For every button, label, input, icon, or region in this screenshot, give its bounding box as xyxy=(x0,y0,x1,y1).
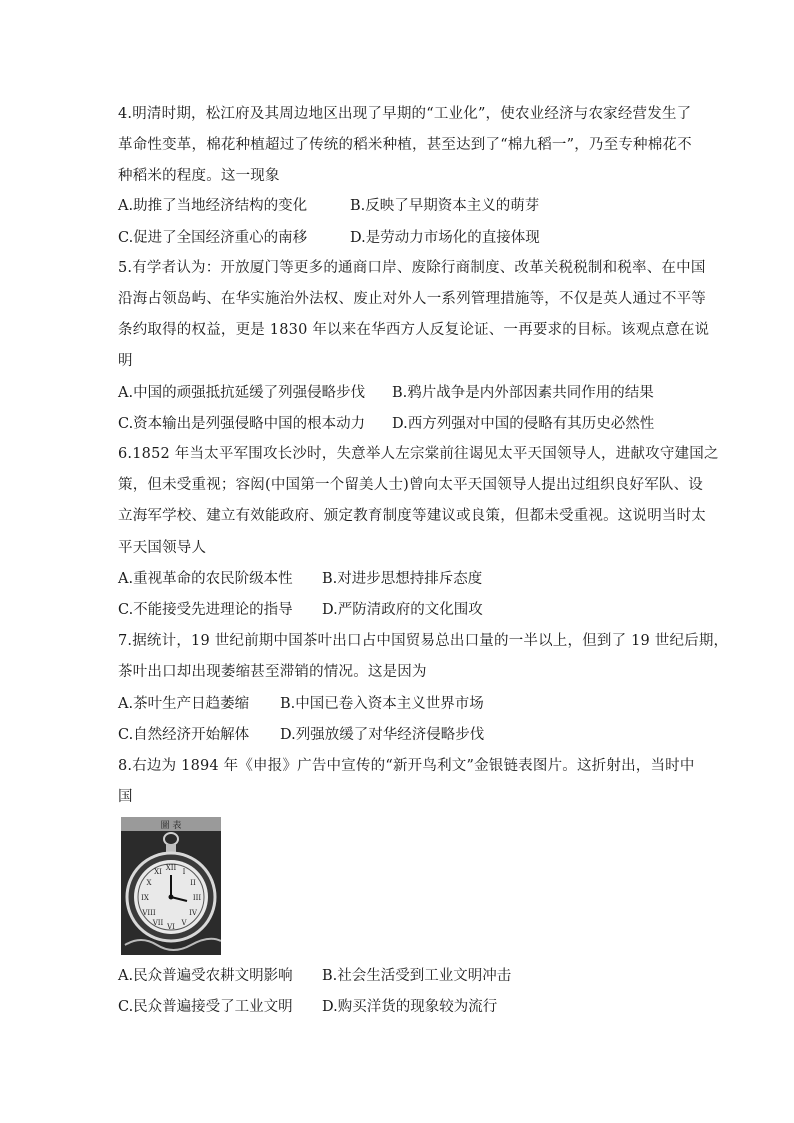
svg-text:XII: XII xyxy=(165,864,177,872)
q8-stem-line-1: 8.右边为 1894 年《申报》广告中宣传的“新开鸟利文”金银链表图片。这折射出，当时中 xyxy=(118,758,695,774)
svg-text:V: V xyxy=(181,919,187,927)
q4-option-a[interactable]: A.助推了当地经济结构的变化 xyxy=(118,198,308,214)
svg-text:XI: XI xyxy=(154,868,162,876)
q7-stem-line-1: 7.据统计，19 世纪前期中国茶叶出口占中国贸易总出口量的一半以上，但到了 19 世纪后期， xyxy=(118,633,729,649)
pocket-watch-advertisement-image xyxy=(121,817,221,955)
q4-stem-line-3: 种稻米的程度。这一现象 xyxy=(118,168,280,184)
q5-stem-line-1: 5.有学者认为：开放厦门等更多的通商口岸、废除行商制度、改革关税税制和税率、在中国 xyxy=(118,260,706,276)
q7-option-a[interactable]: A.茶叶生产日趋萎缩 xyxy=(118,696,250,712)
svg-text:IV: IV xyxy=(189,909,197,917)
q4-stem-line-1: 4.明清时期，松江府及其周边地区出现了早期的“工业化”，使农业经济与农家经营发生了 xyxy=(118,106,692,122)
q6-option-b[interactable]: B.对进步思想持排斥态度 xyxy=(322,571,483,587)
svg-text:I: I xyxy=(182,868,186,876)
q6-stem-line-2: 策，但未受重视；容闳(中国第一个留美人士)曾向太平天国领导人提出过组织良好军队、设 xyxy=(118,477,704,493)
q6-option-d[interactable]: D.严防清政府的文化围攻 xyxy=(322,602,483,618)
q7-option-b[interactable]: B.中国已卷入资本主义世界市场 xyxy=(280,696,484,712)
q5-option-c[interactable]: C.资本输出是列强侵略中国的根本动力 xyxy=(118,416,366,432)
svg-text:VII: VII xyxy=(152,919,164,927)
q8-stem-line-2: 国 xyxy=(118,789,133,805)
q4-option-b[interactable]: B.反映了早期资本主义的萌芽 xyxy=(350,198,540,214)
svg-text:III: III xyxy=(192,894,202,902)
q6-option-c[interactable]: C.不能接受先进理论的指导 xyxy=(118,602,293,618)
q5-option-d[interactable]: D.西方列强对中国的侵略有其历史必然性 xyxy=(392,416,655,432)
q6-option-a[interactable]: A.重视革命的农民阶级本性 xyxy=(118,571,293,587)
q6-stem-line-3: 立海军学校、建立有效能政府、颁定教育制度等建议或良策，但都未受重视。这说明当时太 xyxy=(118,508,706,524)
q8-option-d[interactable]: D.购买洋货的现象较为流行 xyxy=(322,999,498,1015)
q4-stem-line-2: 革命性变革，棉花种植超过了传统的稻米种植，甚至达到了“棉九稻一”，乃至专种棉花不 xyxy=(118,137,692,153)
q4-option-c[interactable]: C.促进了全国经济重心的南移 xyxy=(118,230,308,246)
pocket-watch-icon xyxy=(121,817,221,955)
q8-option-c[interactable]: C.民众普遍接受了工业文明 xyxy=(118,999,293,1015)
q6-stem-line-1: 6.1852 年当太平军围攻长沙时，失意举人左宗棠前往谒见太平天国领导人，进献攻守建国之 xyxy=(118,446,719,462)
q4-option-d[interactable]: D.是劳动力市场化的直接体现 xyxy=(350,230,540,246)
q8-option-a[interactable]: A.民众普遍受农耕文明影响 xyxy=(118,968,293,984)
svg-text:VIII: VIII xyxy=(142,909,156,917)
q7-stem-line-2: 茶叶出口却出现萎缩甚至滞销的情况。这是因为 xyxy=(118,664,427,680)
q5-stem-line-2: 沿海占领岛屿、在华实施治外法权、废止对外人一系列管理措施等，不仅是英人通过不平等 xyxy=(118,291,706,307)
q5-stem-line-4: 明 xyxy=(118,353,133,369)
q5-option-a[interactable]: A.中国的顽强抵抗延缓了列强侵略步伐 xyxy=(118,385,366,401)
q8-option-b[interactable]: B.社会生活受到工业文明冲击 xyxy=(322,968,512,984)
q6-stem-line-4: 平天国领导人 xyxy=(118,540,207,556)
q7-option-d[interactable]: D.列强放缓了对华经济侵略步伐 xyxy=(280,727,485,743)
q7-option-c[interactable]: C.自然经济开始解体 xyxy=(118,727,250,743)
svg-text:IX: IX xyxy=(141,894,149,902)
image-caption: 圖 表 xyxy=(160,821,182,831)
q5-option-b[interactable]: B.鸦片战争是内外部因素共同作用的结果 xyxy=(392,385,654,401)
svg-text:X: X xyxy=(146,879,152,887)
svg-text:II: II xyxy=(190,879,196,887)
svg-text:VI: VI xyxy=(167,923,175,931)
q5-stem-line-3: 条约取得的权益，更是 1830 年以来在华西方人反复论证、一再要求的目标。该观点意在说 xyxy=(118,322,710,338)
